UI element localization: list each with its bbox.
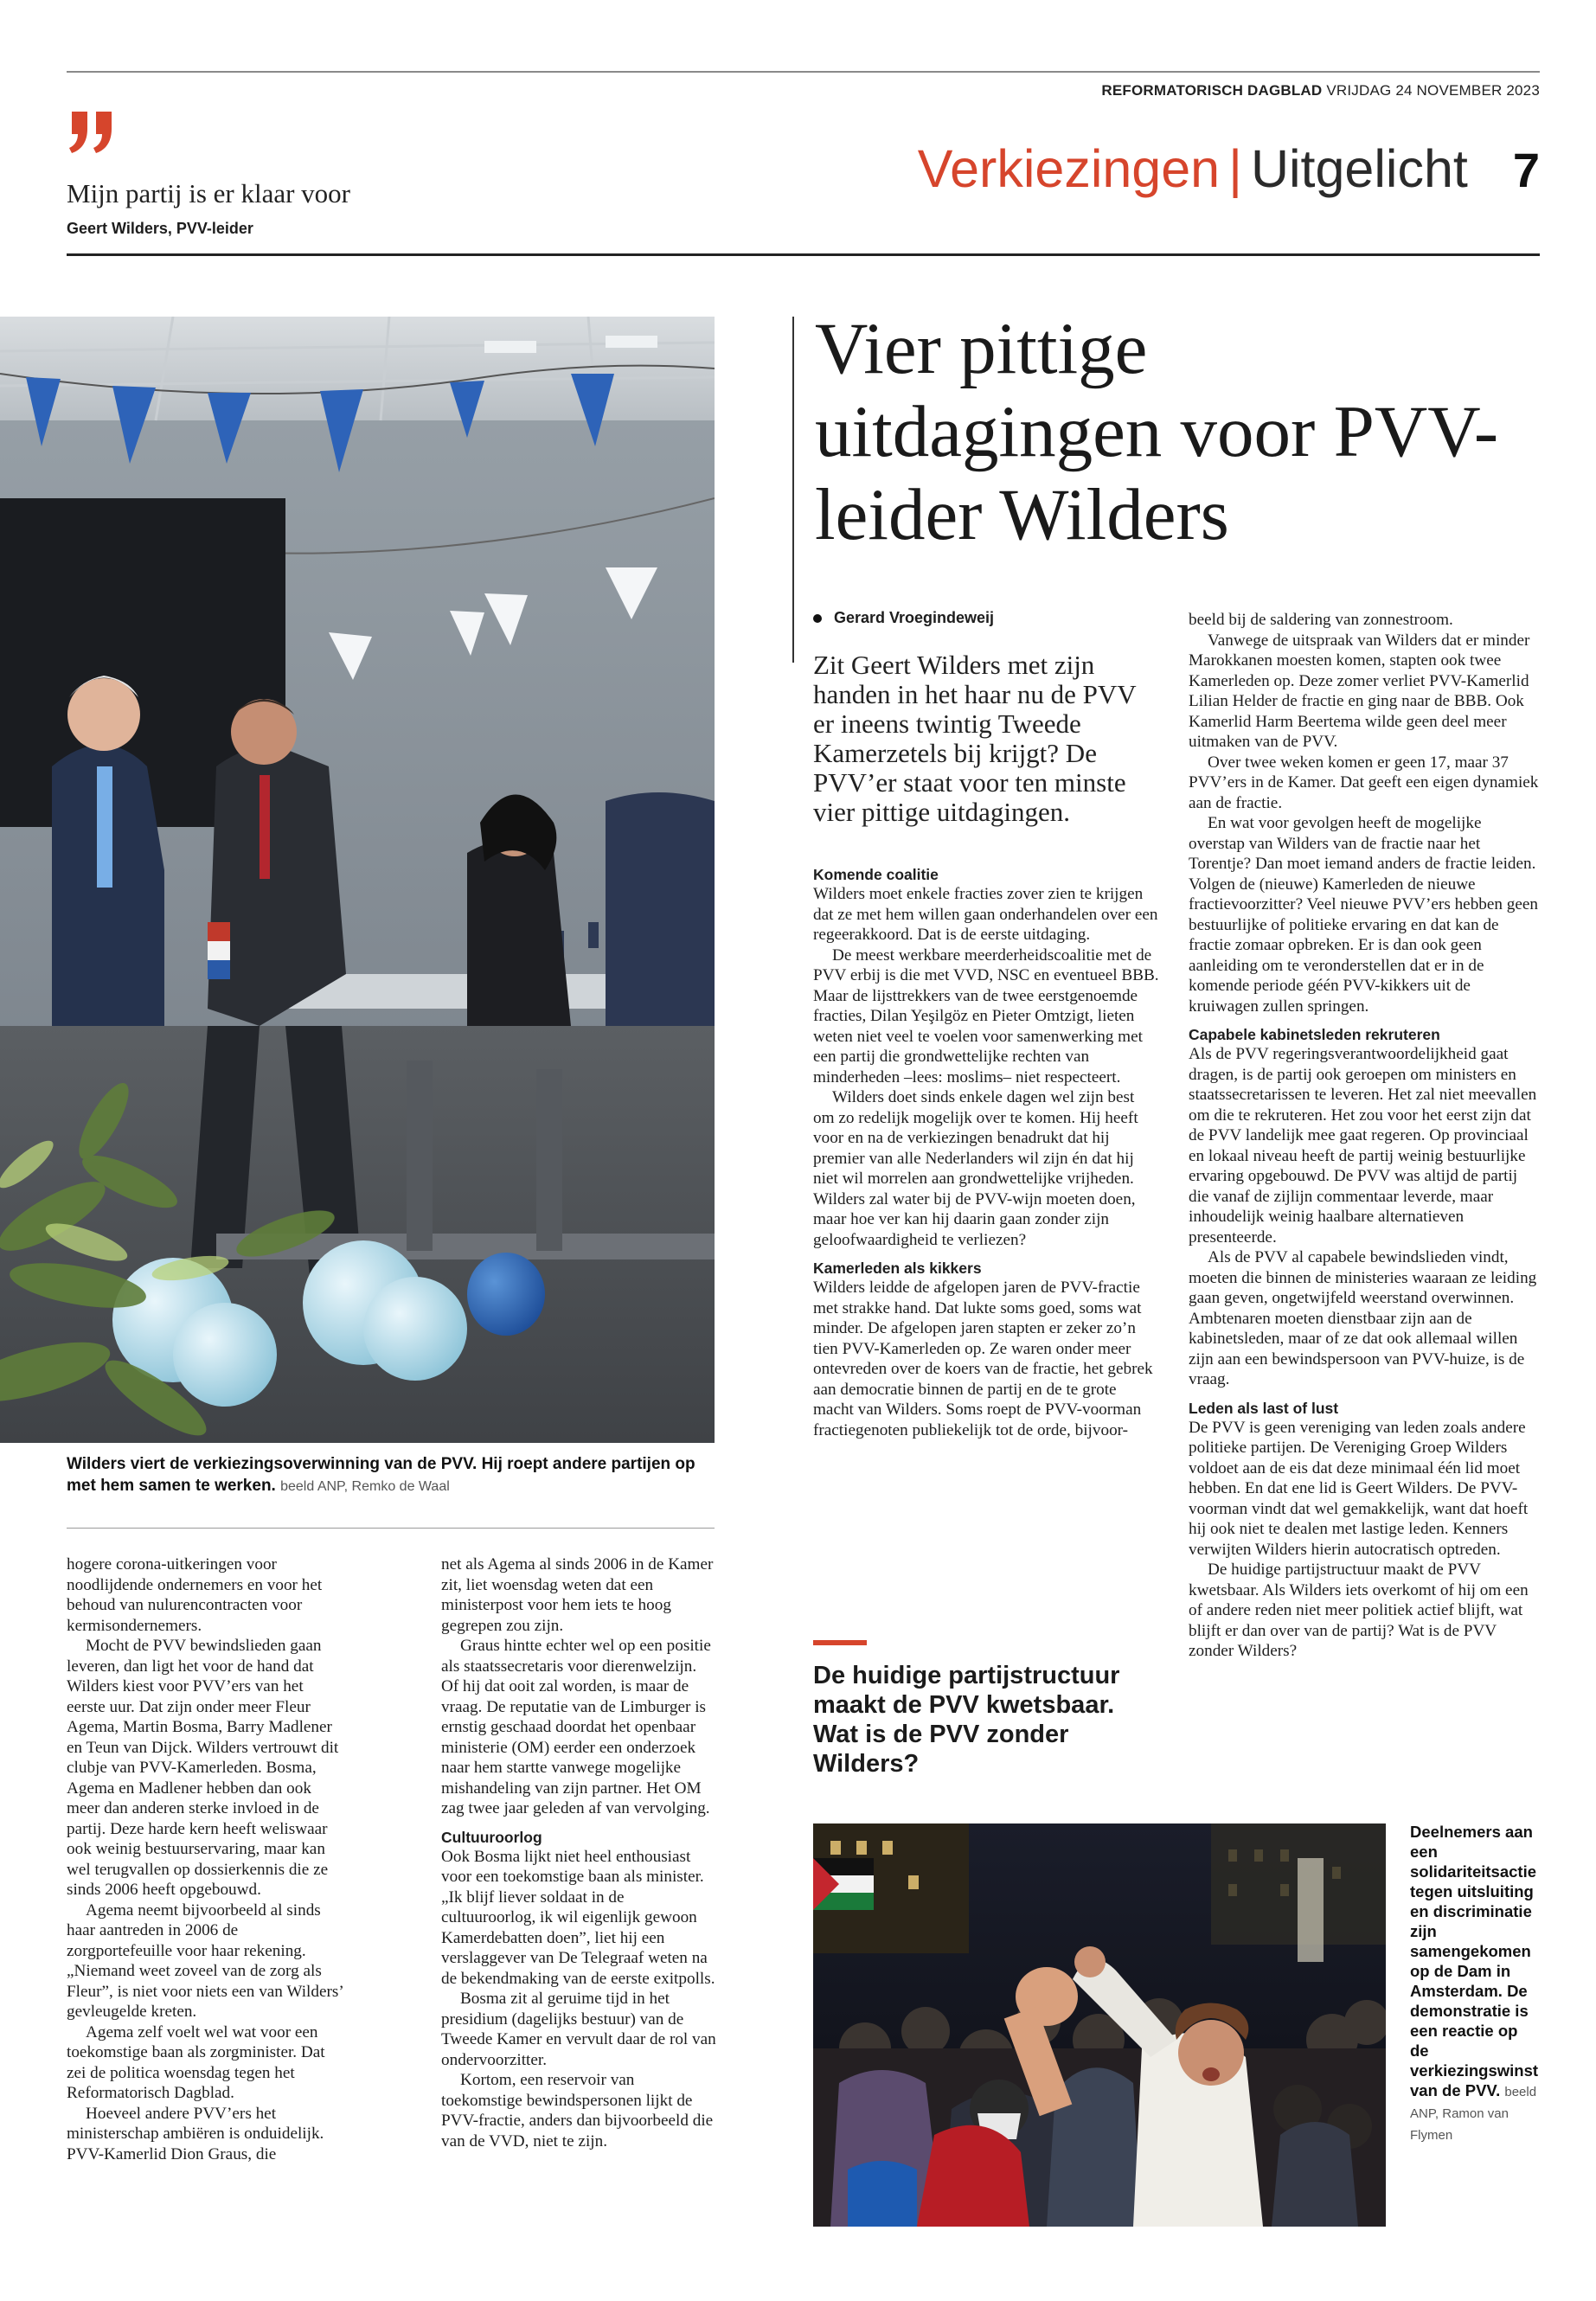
headline: Vier pittige uitdagingen voor PVV-leider Wilders [815,308,1499,555]
section-header [918,138,1540,199]
paragraph: De PVV is geen vereniging van leden zoals andere politieke partijen. De Vereniging Groep Wilders voldoet aan de eis dat deze minimaal één lid moet hebben. En dat ene lid is Geert Wilders. De PVV-voorman vindt dat wel gemakkelijk, want dat hoeft hij ook niet te dealen met lastige leden. Kenners verwijten Wilders hierin autocratisch optreden. [1189,1418,1529,1559]
paragraph: Agema neemt bijvoorbeeld al sinds haar aantreden in 2006 de zorgportefeuille voor haar rekening. „Niemand weet zoveel van de zorg als Fleur”, is niet voor niets een van Wilders’ gevleugelde kreten. [67,1900,343,2021]
demonstration-photo [813,1823,1386,2227]
caption-rule [67,1528,715,1529]
top-rule [67,71,1540,73]
byline [813,609,994,627]
demonstration-caption-text: Deelnemers aan een solidariteitsactie tegen uitsluiting en discriminatie zijn samengekomen op de Dam in Amsterdam. De demonstratie is een reactie op de verkiezingswinst van de PVV. [1410,1823,1539,2099]
article-column-1 [813,856,1159,1440]
paragraph: Als de PVV al capabele bewindslieden vindt, moeten die binnen de ministeries waaraan ze leiding gaan geven, ongetwijfeld weerstand overwinnen. Ambtenaren moeten dienstbaar zijn aan de kabinetsleden, maar of ze dat ook allemaal willen zijn aan een bewindspersoon van PVV-huize, is de vraag. [1189,1248,1537,1388]
section-primary: Verkiezingen [917,139,1221,198]
paragraph: Graus hintte echter wel op een positie als staatssecretaris voor dierenwelzijn. Of hij dat ooit zal worden, is maar de vraag. De reputatie van de Limburger is ernstig geschaad doordat het openbaar ministerie (OM) eerder een onderzoek naar hem startte vanwege mogelijke mishandeling van zijn partner. Het OM zag twee jaar geleden af van vervolging. [441,1637,711,1817]
paragraph: net als Agema al sinds 2006 in de Kamer zit, liet woensdag weten dat een ministerpost voor hem iets te hoog gegrepen zou zijn. [441,1555,714,1635]
intro-paragraph: Zit Geert Wilders met zijn handen in het haar nu de PVV er ineens twintig Tweede Kamerzetels bij krijgt? De PVV’er staat voor ten minste vier pittige uitdagingen. [813,650,1137,827]
byline-dot-icon [813,614,822,623]
paragraph: De meest werkbare meerderheidscoalitie met de PVV erbij is die met VVD, NSC en eventueel BBB. Maar de lijsttrekkers van de twee eerstgenoemde fracties, Dilan Yeşilgöz en Pieter Omtzigt, lieten weten niet veel te voelen voor samenwerking met een partij die grondwettelijke rechten van minderheden –lees: moslims– niet respecteert. [813,945,1159,1086]
header-rule [67,253,1540,256]
article-column-4 [441,1554,718,2151]
quote-mark-icon [67,108,119,160]
section-divider: | [1228,139,1242,198]
paragraph: Als de PVV regeringsverantwoordelijkheid gaat dragen, is de partij ook geroepen om ministers en staatssecretarissen te leveren. Het zal niet meevallen om die te rekruteren. Het zou voor het eerst zijn dat de PVV landelijk mee gaat regeren. Op provinciaal en lokaal niveau heeft de partij weinig bestuurlijke ervaring opgebouwd. De PVV was altijd de partij die vanaf de zijlijn commentaar leverde, maar inhoudelijk weinig haalbare alternatieven presenteerde. [1189,1045,1537,1247]
main-photo-caption-text: Wilders viert de verkiezingsoverwinning van de PVV. Hij roept andere partijen op met hem samen te werken. [67,1455,695,1495]
paragraph: hogere corona-uitkeringen voor noodlijdende ondernemers en voor het behoud van nulurencontracten voor kermisondernemers. [67,1555,323,1635]
subhead-capabele-kabinetsleden: Capabele kabinetsleden rekruteren [1189,1026,1440,1043]
paragraph: Mocht de PVV bewindslieden gaan leveren, dan ligt het voor de hand dat Wilders kiest voor PVV’ers van het eerste uur. Dat zijn onder meer Fleur Agema, Martin Bosma, Barry Madlener en Teun van Dijck. Wilders vertrouwt dit clubje van PVV-Kamerleden. Bosma, Agema en Madlener hebben dan ook meer dan anderen sterke invloed in de partij. Deze harde kern heeft weliswaar ook weinig bestuurservaring, maar kan wel terugvallen op dossierkennis die ze sinds 2006 heeft opgebouwd. [67,1637,339,1899]
headline-vertical-rule [792,317,794,663]
paragraph: Wilders moet enkele fracties zover zien te krijgen dat ze met hem willen gaan onderhandelen over een regeerakkoord. Dat is de eerste uitdaging. [813,885,1158,944]
masthead-date: VRIJDAG 24 NOVEMBER 2023 [1326,82,1540,99]
pull-quote: De huidige partijstructuur maakt de PVV kwetsbaar. Wat is de PVV zonder Wilders? [813,1662,1120,1778]
demonstration-photo-caption [1410,1822,1540,2145]
main-photo-illustration [0,317,715,1443]
article-column-2 [1189,610,1540,1662]
paragraph: Bosma zit al geruime tijd in het presidium (dagelijks bestuur) van de Tweede Kamer en vervult daar de rol van ondervoorzitter. [441,1990,716,2069]
demonstration-photo-credit: beeld ANP, Ramon van Flymen [1410,2085,1537,2143]
paragraph: Vanwege de uitspraak van Wilders dat er minder Marokkanen moesten komen, stapten ook twee Kamerleden op. Deze zomer verliet PVV-Kamerlid Lilian Helder de fractie en ging naar de BBB. Ook Kamerlid Harm Beertema wilde geen deel meer uitmaken van de PVV. [1189,631,1530,751]
main-photo-credit: beeld ANP, Remko de Waal [280,1479,450,1494]
subhead-kamerleden-als-kikkers: Kamerleden als kikkers [813,1259,982,1277]
subhead-komende-coalitie: Komende coalitie [813,866,939,883]
masthead-paper: REFORMATORISCH DAGBLAD [1101,82,1323,99]
paragraph: Wilders doet sinds enkele dagen wel zijn best om zo redelijk mogelijk over te komen. Hij heeft voor en na de verkiezingen benadrukt dat hij premier van alle Nederlanders wil zijn én dat hij niet wil morrelen aan grondwettelijke vrijheden. Wilders zal water bij de PVV-wijn moeten doen, maar hoe ver kan hij daarin gaan zonder zijn geloofwaardigheid te verliezen? [813,1088,1138,1249]
paragraph: Kortom, een reservoir van toekomstige bewindspersonen lijkt de PVV-fractie, anders dan bijvoorbeeld die van de VVD, niet te zijn. [441,2071,714,2150]
paragraph: Agema zelf voelt wel wat voor een toekomstige baan als zorgminister. Dat zei de politica woensdag tegen het Reformatorisch Dagblad. [67,2022,325,2102]
byline-author: Gerard Vroegindeweij [834,609,995,626]
article-column-3 [67,1554,343,2164]
paragraph: En wat voor gevolgen heeft de mogelijke overstap van Wilders van de fractie naar het Torentje? Dan moet iemand anders de fractie leiden. Volgen de (nieuwe) Kamerleden de nieuwe fractievoorzitter? Veel nieuwe PVV’ers hebben geen bestuurlijke of politieke ervaring en dat kan de fractie zomaar opbreken. Er is dan ook geen aanleiding om te veronderstellen dat er in de komende periode géén PVV-kikkers uit de kruiwagen zullen springen. [1189,814,1539,1016]
subhead-cultuuroorlog: Cultuuroorlog [441,1828,542,1846]
masthead [1101,82,1540,99]
quote-text: Mijn partij is er klaar voor [67,178,350,208]
main-photo-caption [67,1453,724,1497]
paragraph: Ook Bosma lijkt niet heel enthousiast voor een toekomstige baan als minister. „Ik blijf liever soldaat in de cultuuroorlog, ik wil eigenlijk gewoon Kamerdebatten doen”, liet hij een verslaggever van De Telegraaf weten na de bekendmaking van de eerste exitpolls. [441,1847,715,1988]
pull-quote-accent-bar [813,1640,867,1645]
paragraph: De huidige partijstructuur maakt de PVV kwetsbaar. Als Wilders iets overkomt of hij om een of andere reden niet meer politiek actief blijft, wat blijft er dan over van de partij? Wat is de PVV zonder Wilders? [1189,1561,1529,1660]
subhead-leden-als-last: Leden als last of lust [1189,1399,1339,1417]
paragraph: beeld bij de saldering van zonnestroom. [1189,611,1453,629]
main-photo [0,317,715,1443]
demonstration-photo-illustration [813,1823,1386,2227]
paragraph: Hoeveel andere PVV’ers het ministerschap ambiëren is onduidelijk. PVV-Kamerlid Dion Graus, die [67,2104,324,2163]
quote-author: Geert Wilders, PVV-leider [67,220,253,237]
page-number: 7 [1512,143,1540,197]
paragraph: Wilders leidde de afgelopen jaren de PVV-fractie met strakke hand. Dat lukte soms goed, soms wat minder. De afgelopen jaren stapten er zeker zo’n tien PVV-Kamerleden op. Ze waren onder meer ontevreden over de koers van de fractie, het gebrek aan democratie binnen de partij en de te grote macht van Wilders. Soms roept de PVV-voorman fractiegenoten publiekelijk tot de orde, bijvoor- [813,1279,1153,1439]
section-secondary: Uitgelicht [1250,139,1468,198]
paragraph: Over twee weken komen er geen 17, maar 37 PVV’ers in de Kamer. Dat geeft een eigen dynamiek aan de fractie. [1189,753,1539,812]
